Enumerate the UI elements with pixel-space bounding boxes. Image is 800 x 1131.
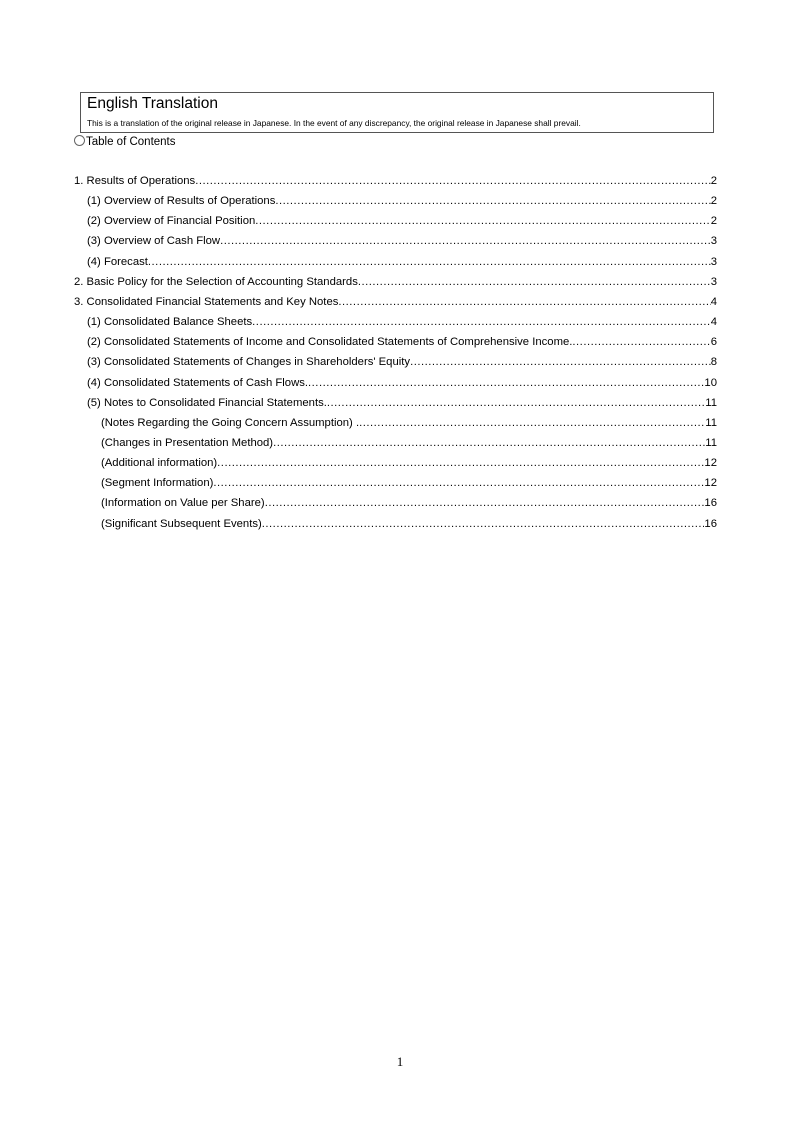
toc-entry-page: 6 [710,336,717,349]
toc-entry[interactable] [87,376,717,391]
dot-leader [358,275,711,290]
toc-entry-page: 3 [710,255,717,268]
toc-entry-page: 11 [705,396,717,409]
toc-entry-page: 16 [704,517,717,530]
toc-entry[interactable] [101,436,717,451]
toc-entry-page: 11 [705,436,717,449]
toc-entry[interactable] [74,295,717,310]
toc-entry-page: 10 [704,376,717,389]
toc-entry-page: 12 [704,457,717,470]
toc-entry[interactable] [101,416,717,431]
dot-leader [273,436,705,451]
toc-entry-page: 4 [710,316,717,329]
page-number: 1 [396,1054,404,1069]
toc-entry[interactable] [87,255,717,270]
toc-entry-page: 11 [705,416,717,429]
dot-leader [220,234,711,249]
toc-entry-page: 8 [710,356,717,369]
toc-entry-label: (4) Consolidated Statements of Cash Flows. [87,376,309,389]
toc-entry-page: 2 [710,215,717,228]
circle-bullet-icon [74,135,85,146]
translation-notice-box [80,92,714,133]
toc-entry-label: (1) Overview of Results of Operations [87,195,276,208]
toc-entry[interactable] [87,355,717,370]
dot-leader [572,335,710,350]
toc-entry-label: (4) Forecast [87,255,148,268]
toc-entry[interactable] [87,315,717,330]
toc-entry-page: 16 [704,497,717,510]
dot-leader [327,396,705,411]
toc-entry-label: (3) Overview of Cash Flow [87,235,221,248]
toc-entry-label: (Notes Regarding the Going Concern Assumption) . [101,416,360,429]
toc-entry-page: 2 [710,175,717,187]
toc-entry[interactable] [87,396,717,411]
toc-entry-page: 3 [710,275,717,288]
toc-entry-label: (Additional information) [101,457,218,470]
toc-entry[interactable] [87,234,717,249]
dot-leader [255,214,710,229]
toc-entry-label: (3) Consolidated Statements of Changes in Shareholders' Equity [87,356,411,369]
toc-entry-label: (Segment Information) [101,477,214,490]
toc-entry[interactable] [101,476,717,491]
dot-leader [252,315,711,330]
toc-entry-label: (2) Overview of Financial Position [87,215,256,228]
dot-leader [262,517,705,532]
notice-text: This is a translation of the original release in Japanese. In the event of any discrepancy, the original release in Japanese shall prevail. [87,118,581,128]
toc-entry-label: 3. Consolidated Financial Statements and Key Notes [74,295,339,308]
toc-entry-label: (5) Notes to Consolidated Financial Statements. [87,396,327,409]
dot-leader [275,194,710,209]
toc-entry-label: (Significant Subsequent Events) [101,517,262,530]
dot-leader [195,174,711,189]
toc-entry-page: 12 [704,477,717,490]
dot-leader [265,496,705,511]
dot-leader [213,476,704,491]
toc-entry-page: 4 [710,295,717,308]
toc-entry-label: (2) Consolidated Statements of Income and Consolidated Statements of Comprehensive Income. [87,336,573,349]
toc-entry-label: 1. Results of Operations [74,175,196,187]
toc-entry[interactable] [87,214,717,229]
toc-entry[interactable] [74,174,717,189]
toc-entry-label: (Information on Value per Share) [101,497,265,510]
dot-leader [217,456,704,471]
dot-leader [338,295,710,310]
toc-entry[interactable] [101,456,717,471]
toc-entry[interactable] [101,496,717,511]
notice-title: English Translation [87,95,218,112]
toc-entry[interactable] [87,335,717,350]
dot-leader [410,355,711,370]
dot-leader [359,416,705,431]
toc-entry-label: 2. Basic Policy for the Selection of Accounting Standards [74,275,358,288]
toc-heading [74,135,176,148]
toc-entry-label: (1) Consolidated Balance Sheets [87,316,253,329]
toc-heading-text: Table of Contents [86,136,176,148]
toc-entry-label: (Changes in Presentation Method) [101,436,274,449]
dot-leader [308,376,704,391]
toc-entry-page: 2 [710,195,717,208]
dot-leader [148,255,711,270]
toc-entry[interactable] [87,194,717,209]
toc-entry[interactable] [74,275,717,290]
toc-entry[interactable] [101,517,717,532]
toc-entry-page: 3 [710,235,717,248]
